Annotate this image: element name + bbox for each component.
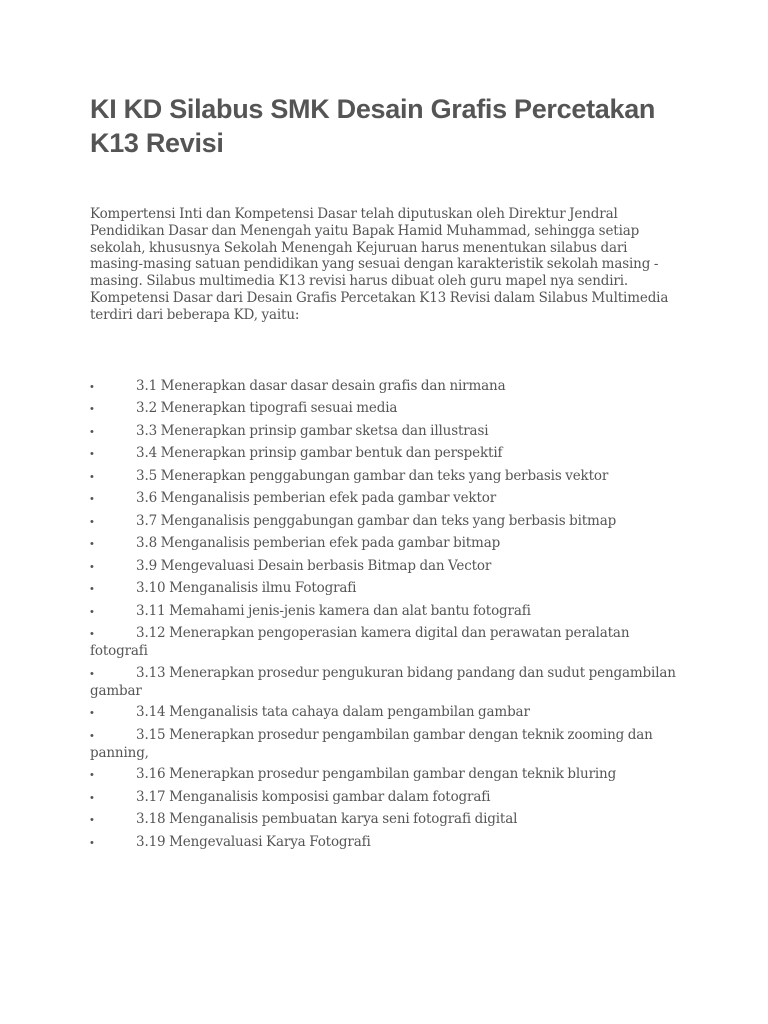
- list-item-text: 3.15 Menerapkan prosedur pengambilan gambar dengan teknik zooming dan panning,: [90, 726, 653, 761]
- bullet-icon: •: [90, 791, 94, 804]
- list-item: [90, 665, 680, 700]
- list-item-text: 3.11 Memahami jenis-jenis kamera dan alat bantu fotografi: [136, 602, 531, 619]
- list-item: [90, 603, 680, 621]
- bullet-icon: •: [90, 667, 94, 680]
- bullet-icon: •: [90, 515, 94, 528]
- list-item: [90, 789, 680, 807]
- list-item: [90, 513, 680, 531]
- bullet-icon: •: [90, 605, 94, 618]
- list-item-text: 3.7 Menganalisis penggabungan gambar dan teks yang berbasis bitmap: [136, 512, 617, 529]
- bullet-icon: •: [90, 403, 94, 416]
- list-item: [90, 580, 680, 598]
- list-item-text: 3.12 Menerapkan pengoperasian kamera digital dan perawatan peralatan fotografi: [90, 625, 630, 660]
- list-item: [90, 468, 680, 486]
- list-item-text: 3.16 Menerapkan prosedur pengambilan gambar dengan teknik bluring: [136, 766, 617, 783]
- bullet-icon: •: [90, 493, 94, 506]
- bullet-icon: •: [90, 538, 94, 551]
- bullet-icon: •: [90, 470, 94, 483]
- list-item: [90, 558, 680, 576]
- list-item-text: 3.3 Menerapkan prinsip gambar sketsa dan illustrasi: [136, 422, 489, 439]
- list-item: [90, 535, 680, 553]
- bullet-icon: •: [90, 836, 94, 849]
- bullet-icon: •: [90, 380, 94, 393]
- page-title: KI KD Silabus SMK Desain Grafis Percetakan K13 Revisi: [90, 94, 656, 158]
- bullet-icon: •: [90, 628, 94, 641]
- bullet-icon: •: [90, 729, 94, 742]
- bullet-icon: •: [90, 814, 94, 827]
- list-item: [90, 625, 680, 660]
- list-item: [90, 834, 680, 852]
- kd-list: [90, 378, 680, 852]
- list-item-text: 3.9 Mengevaluasi Desain berbasis Bitmap dan Vector: [136, 557, 492, 574]
- list-item-text: 3.4 Menerapkan prinsip gambar bentuk dan perspektif: [136, 445, 503, 462]
- list-item-text: 3.19 Mengevaluasi Karya Fotografi: [136, 833, 371, 850]
- intro-paragraph: Kompertensi Inti dan Kompetensi Dasar telah diputuskan oleh Direktur Jendral Pendidikan Dasar dan Menengah yaitu Bapak Hamid Muhammad, sehingga setiap sekolah, khususnya Sekolah Menengah Kejuruan harus menentukan silabus dari masing-masing satuan pendidikan yang sesuai dengan karakteristik sekolah masing - masing. Silabus multimedia K13 revisi harus dibuat oleh guru mapel nya sendiri. Kompetensi Dasar dari Desain Grafis Percetakan K13 Revisi dalam Silabus Multimedia terdiri dari beberapa KD, yaitu:: [90, 206, 669, 323]
- bullet-icon: •: [90, 560, 94, 573]
- bullet-icon: •: [90, 425, 94, 438]
- list-item-text: 3.1 Menerapkan dasar dasar desain grafis dan nirmana: [136, 377, 506, 394]
- list-item-text: 3.2 Menerapkan tipografi sesuai media: [136, 400, 398, 417]
- list-item: [90, 811, 680, 829]
- list-item-text: 3.17 Menganalisis komposisi gambar dalam fotografi: [136, 788, 491, 805]
- list-item: [90, 766, 680, 784]
- list-item: [90, 423, 680, 441]
- list-item-text: 3.8 Menganalisis pemberian efek pada gambar bitmap: [136, 535, 501, 552]
- bullet-icon: •: [90, 769, 94, 782]
- list-item: [90, 378, 680, 396]
- list-item: [90, 445, 680, 463]
- bullet-icon: •: [90, 448, 94, 461]
- list-item: [90, 490, 680, 508]
- list-item: [90, 400, 680, 418]
- list-item: [90, 704, 680, 722]
- list-item-text: 3.18 Menganalisis pembuatan karya seni fotografi digital: [136, 811, 518, 828]
- list-item-text: 3.10 Menganalisis ilmu Fotografi: [136, 580, 357, 597]
- document-page: [90, 92, 680, 856]
- list-item-text: 3.13 Menerapkan prosedur pengukuran bidang pandang dan sudut pengambilan gambar: [90, 664, 676, 699]
- list-item-text: 3.6 Menganalisis pemberian efek pada gambar vektor: [136, 490, 497, 507]
- list-item: [90, 727, 680, 762]
- bullet-icon: •: [90, 707, 94, 720]
- list-item-text: 3.14 Menganalisis tata cahaya dalam pengambilan gambar: [136, 704, 530, 721]
- list-item-text: 3.5 Menerapkan penggabungan gambar dan teks yang berbasis vektor: [136, 467, 609, 484]
- bullet-icon: •: [90, 583, 94, 596]
